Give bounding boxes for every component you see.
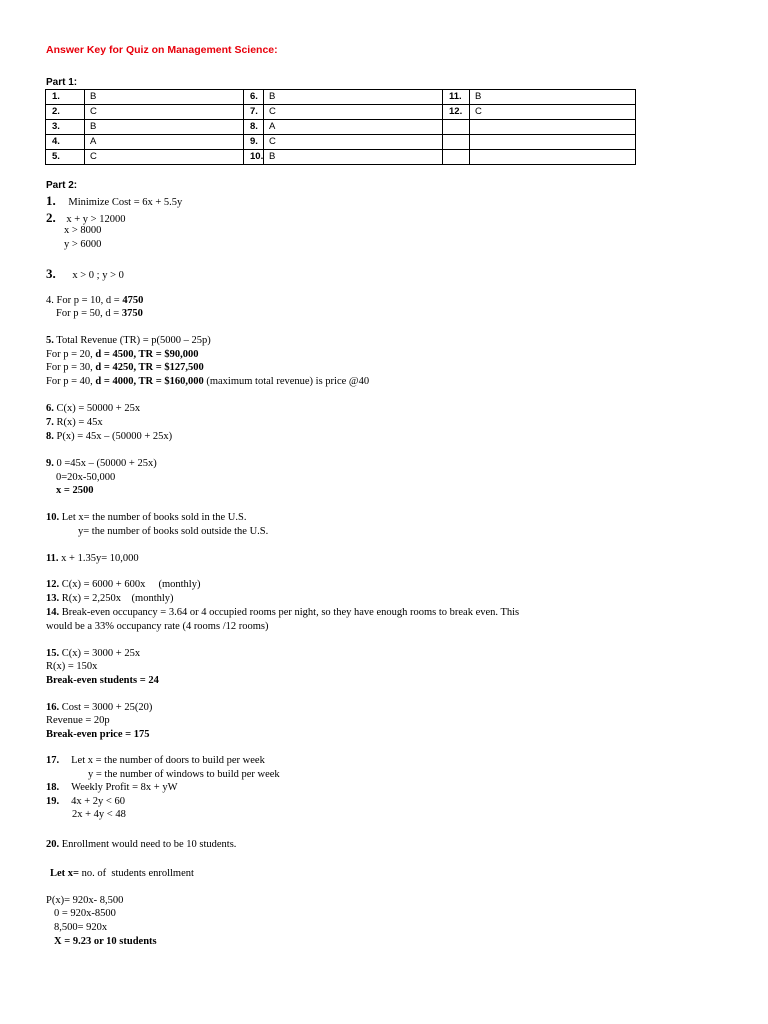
answer-9 [46, 457, 157, 470]
answer-5-line-3 [46, 361, 204, 374]
answer-16 [46, 701, 152, 714]
answer-value: d = 4250, TR = $127,500 [95, 362, 204, 373]
answer-value: d = 4000, TR = $160,000 [95, 376, 204, 387]
answer-value: 3750 [121, 308, 143, 319]
part1-label: Part 1: [46, 77, 78, 88]
answer-12 [46, 578, 200, 591]
answer-text: 4x + 2y < 60 [71, 796, 125, 807]
answer-cell: B [264, 90, 443, 105]
answer-text: Break-even occupancy = 3.64 or 4 occupied rooms per night, so they have enough rooms to break even. This [59, 607, 520, 618]
answer-text: Weekly Profit = 8x + yW [71, 782, 178, 793]
answer-cell: C [470, 105, 636, 120]
answer-20-let [50, 867, 194, 880]
answer-20 [46, 838, 236, 851]
question-number [443, 120, 470, 135]
part1-answer-table [45, 89, 636, 165]
question-number: 3. [46, 120, 85, 135]
answer-cell: B [470, 90, 636, 105]
question-number: 10. [244, 150, 264, 165]
answer-text: R(x) = 2,250x (monthly) [59, 593, 174, 604]
question-number: 9. [244, 135, 264, 150]
answer-cell: B [85, 120, 244, 135]
table-row [46, 105, 636, 120]
answer-text: For p = 20, [46, 349, 96, 360]
answer-number: 11. [46, 553, 59, 564]
answer-value: 4750 [122, 295, 144, 306]
answer-text: x > 0 ; y > 0 [72, 270, 124, 281]
table-row [46, 120, 636, 135]
answer-17-line-2: y = the number of windows to build per week [88, 769, 280, 780]
answer-number: 7. [46, 417, 54, 428]
answer-5-line-2 [46, 348, 198, 361]
part2-label: Part 2: [46, 180, 78, 191]
answer-number: 8. [46, 431, 54, 442]
answer-text: x + 1.35y= 10,000 [58, 553, 139, 564]
answer-number: 15. [46, 648, 60, 659]
answer-cell: C [85, 105, 244, 120]
answer-text: 0 =45x – (50000 + 25x) [53, 458, 157, 469]
table-row [46, 90, 636, 105]
answer-text: Let x= the number of books sold in the U.S. [59, 512, 247, 523]
answer-16-line-3: Break-even price = 175 [46, 729, 150, 740]
answer-cell [470, 135, 636, 150]
question-number: 4. [46, 135, 85, 150]
answer-number: 18. [46, 782, 60, 793]
answer-3 [46, 267, 124, 282]
answer-text: Let x = the number of doors to build per week [71, 755, 265, 766]
question-number: 6. [244, 90, 264, 105]
answer-8 [46, 430, 172, 443]
answer-text: C(x) = 50000 + 25x [53, 403, 141, 414]
answer-19 [46, 795, 125, 808]
question-number: 1. [46, 90, 85, 105]
answer-5 [46, 334, 211, 347]
answer-number: 9. [46, 458, 54, 469]
table-row [46, 150, 636, 165]
answer-cell: A [85, 135, 244, 150]
answer-cell: C [85, 150, 244, 165]
answer-17 [46, 754, 265, 767]
answer-11 [46, 552, 139, 565]
answer-7 [46, 416, 103, 429]
answer-text: For p = 30, [46, 362, 96, 373]
answer-text: For p = 50, d = [56, 308, 122, 319]
answer-1 [46, 194, 182, 209]
answer-14-line-2: would be a 33% occupancy rate (4 rooms /12 rooms) [46, 621, 269, 632]
document-title: Answer Key for Quiz on Management Science: [46, 44, 278, 56]
answer-number: 16. [46, 702, 60, 713]
question-number: 5. [46, 150, 85, 165]
answer-5-line-4 [46, 375, 369, 388]
answer-number: 13. [46, 593, 60, 604]
answer-4-line-2 [56, 307, 143, 320]
answer-number: 12. [46, 579, 60, 590]
table-row [46, 135, 636, 150]
question-number: 7. [244, 105, 264, 120]
answer-15 [46, 647, 140, 660]
answer-text: no. of students enrollment [79, 868, 194, 879]
answer-4 [46, 294, 143, 307]
answer-16-line-2: Revenue = 20p [46, 715, 110, 726]
answer-text: 4. For p = 10, d = [46, 295, 123, 306]
answer-cell: B [264, 150, 443, 165]
answer-number: 19. [46, 796, 60, 807]
answer-18 [46, 781, 177, 794]
question-number [443, 135, 470, 150]
answer-number: 1. [46, 193, 56, 208]
question-number [443, 150, 470, 165]
answer-cell [470, 150, 636, 165]
question-number: 11. [443, 90, 470, 105]
answer-2-line-3: y > 6000 [64, 239, 102, 250]
answer-cell: A [264, 120, 443, 135]
answer-6 [46, 402, 140, 415]
answer-20-line-p1: P(x)= 920x- 8,500 [46, 895, 124, 906]
answer-14 [46, 606, 519, 619]
answer-text: R(x) = 45x [53, 417, 103, 428]
answer-15-line-3: Break-even students = 24 [46, 675, 159, 686]
answer-text: Total Revenue (TR) = p(5000 – 25p) [53, 335, 211, 346]
question-number: 12. [443, 105, 470, 120]
answer-9-line-3: x = 2500 [56, 485, 94, 496]
answer-13 [46, 592, 174, 605]
question-number: 8. [244, 120, 264, 135]
answer-text: Minimize Cost = 6x + 5.5y [68, 197, 183, 208]
answer-value: d = 4500, TR = $90,000 [95, 349, 199, 360]
answer-number: 5. [46, 335, 54, 346]
answer-text-bold: Let x= [50, 868, 80, 879]
answer-20-line-p2: 0 = 920x-8500 [54, 908, 116, 919]
answer-text: Cost = 3000 + 25(20) [59, 702, 153, 713]
answer-number: 2. [46, 210, 56, 225]
answer-19-line-2: 2x + 4y < 48 [72, 809, 126, 820]
answer-9-line-2: 0=20x-50,000 [56, 472, 116, 483]
answer-text: C(x) = 6000 + 600x (monthly) [59, 579, 201, 590]
answer-10 [46, 511, 246, 524]
answer-number: 17. [46, 755, 60, 766]
answer-number: 10. [46, 512, 60, 523]
answer-20-line-p3: 8,500= 920x [54, 922, 108, 933]
answer-text: P(x) = 45x – (50000 + 25x) [53, 431, 173, 442]
answer-text: For p = 40, [46, 376, 96, 387]
answer-cell: C [264, 135, 443, 150]
answer-15-line-2: R(x) = 150x [46, 661, 98, 672]
answer-number: 14. [46, 607, 60, 618]
question-number: 2. [46, 105, 85, 120]
answer-cell [470, 120, 636, 135]
answer-number: 3. [46, 266, 56, 281]
answer-text: x + y > 12000 [66, 214, 126, 225]
answer-cell: C [264, 105, 443, 120]
answer-text: C(x) = 3000 + 25x [59, 648, 141, 659]
answer-20-line-p4: X = 9.23 or 10 students [54, 936, 157, 947]
answer-number: 6. [46, 403, 54, 414]
answer-note: (maximum total revenue) is price @40 [203, 376, 370, 387]
answer-text: Enrollment would need to be 10 students. [59, 839, 237, 850]
answer-10-line-2: y= the number of books sold outside the U.S. [78, 526, 269, 537]
answer-2-line-2: x > 8000 [64, 225, 102, 236]
answer-cell: B [85, 90, 244, 105]
answer-number: 20. [46, 839, 60, 850]
